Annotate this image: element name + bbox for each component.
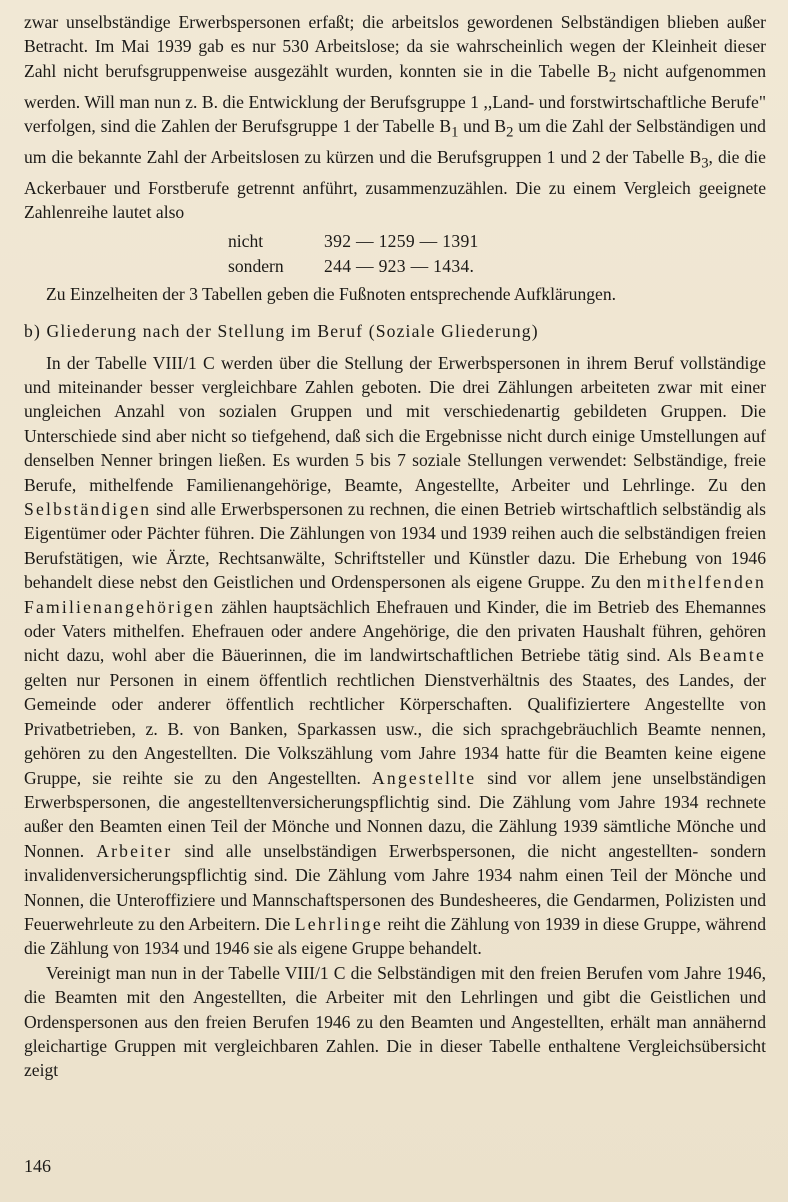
page-number: 146: [24, 1156, 51, 1176]
page-body: [24, 10, 766, 1083]
subscript: 2: [608, 69, 617, 86]
subscript: 1: [451, 124, 459, 141]
paragraph-vereinigung: Vereinigt man nun in der Tabelle VIII/1 C die Selbständigen mit den freien Berufen vom Jahre 1946, die Beamten mit den Angestellten, die Arbeiter mit den Lehrlingen und gibt die Geistlichen und Ordenspersonen aus den freien Berufen 1946 zu den Beamten und Angestellten, erhält man annähernd gleichartige Gruppen mit vergleichbaren Zahlen. Die in dieser Tabelle enthaltene Vergleichsübersicht zeigt: [24, 962, 766, 1081]
comparison-values: 392 — 1259 — 1391: [324, 230, 479, 251]
text-run: zählen hauptsächlich Ehefrauen und Kinder, die im Betrieb des Ehemannes oder Vaters mithelfen. Ehefrauen oder andere Angehörige, die den privaten Haushalt führen, gehören nicht dazu, wohl aber die Bäuerinnen, die im landwirtschaftlichen Betriebe tätig sind. Als: [24, 596, 766, 666]
section-heading: b) Gliederung nach der Stellung im Beruf (Soziale Gliederung): [24, 321, 539, 342]
text-run: reiht die Zählung von 1939 in diese Gruppe, während die Zählung von 1934 und 1946 sie als eigene Gruppe behandelt.: [24, 913, 766, 959]
comparison-values: 244 — 923 — 1434.: [324, 255, 475, 276]
text-run: In der Tabelle VIII/1 C werden über die Stellung der Erwerbspersonen in ihrem Beruf vollständige und miteinander besser vergleichbare Zahlen geboten. Die drei Zählungen arbeiteten zwar mit einer ungleichen Anzahl von sozialen Gruppen und mit verschiedenartig gebildeten Gruppen. Die Unterschiede sind aber nicht so tiefgehend, daß sich die Ergebnisse nicht durch einige Umstellungen auf denselben Nenner bringen ließen. Es wurden 5 bis 7 soziale Stellungen verwendet: Selbständige, freie Berufe, mithelfende Familienangehörige, Beamte, Angestellte, Arbeiter und Lehrlinge. Zu den: [24, 352, 766, 495]
term-mithelfende: mithelfenden Familienangehörigen: [24, 572, 766, 617]
subscript: 3: [701, 155, 709, 172]
term-beamte: Beamte: [699, 645, 766, 666]
term-selbstaendige: Selbständigen: [24, 499, 152, 520]
text-run: und B: [458, 116, 507, 137]
paragraph-soziale-gliederung: [24, 351, 766, 961]
comparison-figures: [228, 229, 766, 279]
subscript: 2: [506, 124, 514, 141]
text-run: sind vor allem jene unselbständigen Erwerbspersonen, die angestelltenversicherungspflichtig sind. Die Zählung vom Jahre 1934 rechnete außer den Beamten einen Teil der Mönche und Nonnen dazu, die Zählung 1939 sämtliche Mönche und Nonnen.: [24, 767, 766, 861]
comparison-label: nicht: [228, 230, 264, 251]
text-run: gelten nur Personen in einem öffentlich rechtlichen Dienstverhältnis des Staates, des Landes, der Gemeinde oder anderer öffentlich rechtlicher Körperschaften. Qualifiziertere Angestellte von Privatbetrieben, z. B. von Banken, Sparkassen usw., die sich sprachgebräuchlich Beamte nennen, gehören zu den Angestellten. Die Volkszählung vom Jahre 1934 hatte für die Beamten keine eigene Gruppe, sie reihte sie zu den Angestellten.: [24, 669, 766, 788]
text-run: , die die Ackerbauer und Forstberufe getrennt anführt, zusammenzuzählen. Die zu einem Vergleich geeignete Zahlenreihe lautet also: [24, 147, 766, 223]
comparison-label: sondern: [228, 255, 284, 276]
text-run: sind alle unselbständigen Erwerbspersonen, die nicht angestellten- sondern invalidenversicherungspflichtig sind. Die Zählung vom Jahre 1934 nahm einen Teil der Mönche und Nonnen, die Unteroffiziere und Mannschaftspersonen des Bundesheeres, die Gendarmen, Polizisten und Feuerwehrleute zu den Arbeitern. Die: [24, 840, 767, 934]
term-angestellte: Angestellte: [371, 767, 477, 788]
comparison-row-sondern: [228, 254, 766, 279]
text-run: um die Zahl der Selbständigen und um die bekannte Zahl der Arbeitslosen zu kürzen und die Berufsgruppen 1 und 2 der Tabelle B: [24, 116, 766, 168]
term-arbeiter: Arbeiter: [96, 840, 173, 861]
text-run: nicht aufgenommen werden. Will man nun z. B. die Entwicklung der Berufsgruppe 1 ,,Land- und forstwirtschaftliche Berufe" verfolgen, sind die Zahlen der Berufsgruppe 1 der Tabelle B: [24, 60, 766, 137]
paragraph-arbeitslose: [24, 10, 766, 225]
footnote-sentence: Zu Einzelheiten der 3 Tabellen geben die Fußnoten entsprechende Aufklärungen.: [46, 283, 617, 304]
text-run: sind alle Erwerbspersonen zu rechnen, die einen Betrieb wirtschaftlich selbständig als Eigentümer oder Pächter führen. Die Zählungen von 1934 und 1939 reihen auch die selbständigen freien Berufstätigen, wie Ärzte, Rechtsanwälte, Schriftsteller und Künstler dazu. Die Erhebung von 1946 behandelt diese nebst den Geistlichen und Ordenspersonen als eigene Gruppe. Zu den: [24, 499, 766, 593]
comparison-row-nicht: [228, 229, 766, 254]
text-run: zwar unselbständige Erwerbspersonen erfaßt; die arbeitslos gewordenen Selbständigen blieben außer Betracht. Im Mai 1939 gab es nur 530 Arbeitslose; da sie wahrscheinlich wegen der Kleinheit dieser Zahl nicht berufsgruppenweise ausgezählt wurden, konnten sie in die Tabelle B: [24, 12, 766, 81]
term-lehrlinge: Lehrlinge: [294, 913, 383, 934]
